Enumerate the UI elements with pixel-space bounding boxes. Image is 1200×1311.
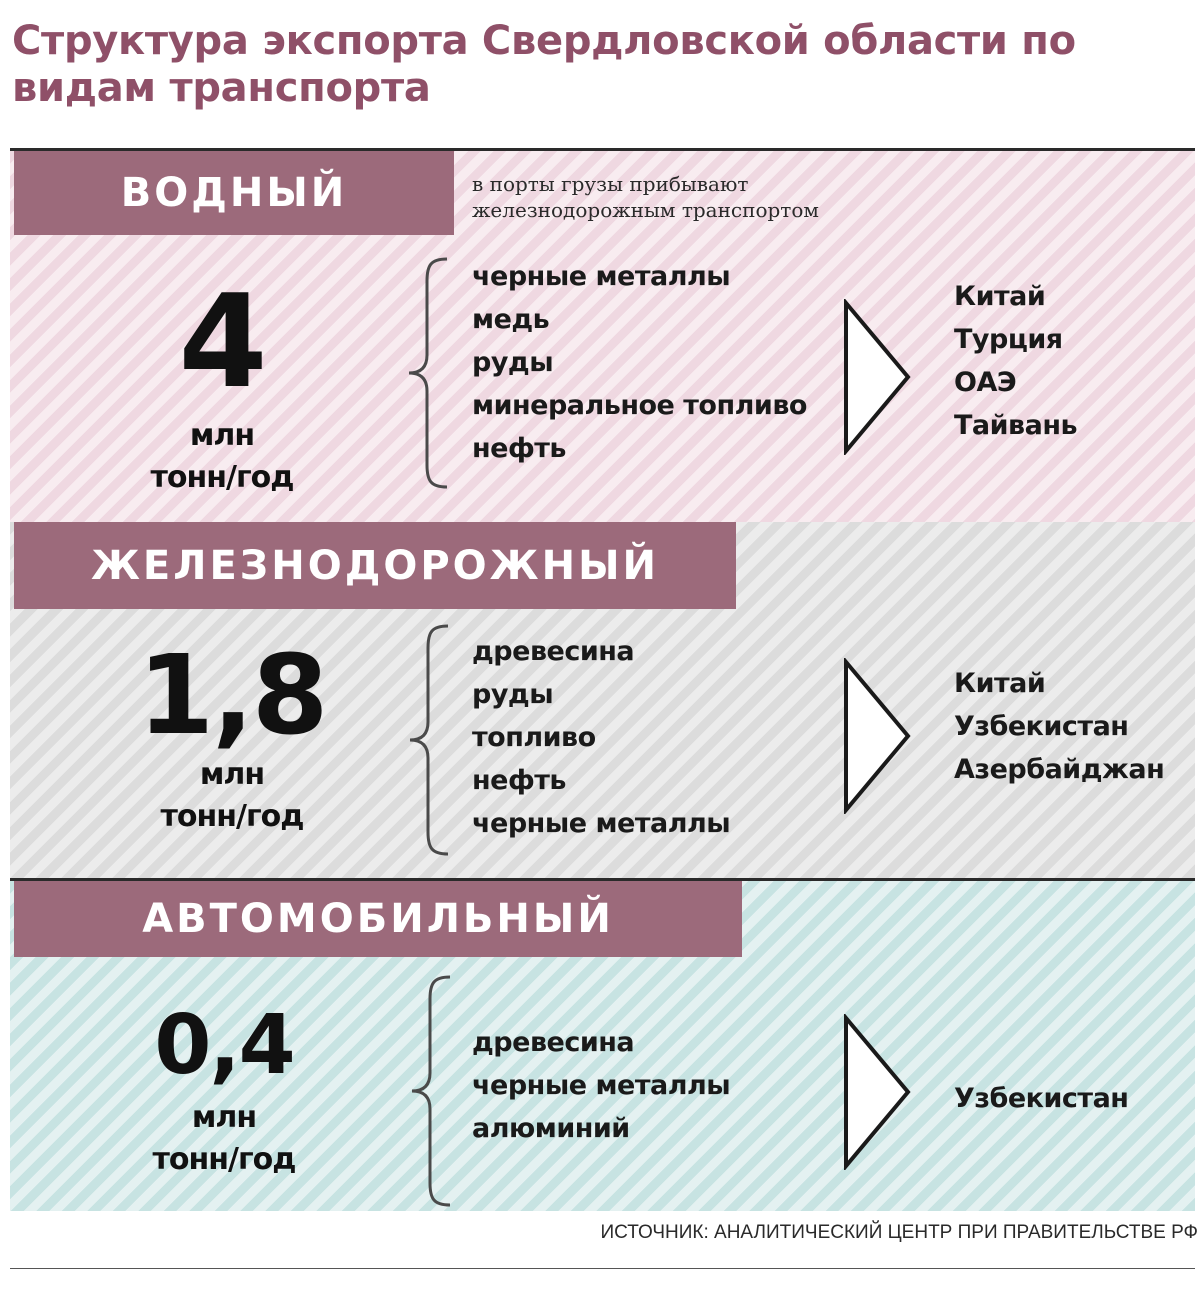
section-water xyxy=(10,148,1195,525)
source-note: ИСТОЧНИК: АНАЛИТИЧЕСКИЙ ЦЕНТР ПРИ ПРАВИТЕЛЬСТВЕ РФ xyxy=(600,1222,1198,1243)
goods-item: алюминий xyxy=(472,1113,630,1144)
goods-list-rail xyxy=(472,630,730,845)
section-label-rail: ЖЕЛЕЗНОДОРОЖНЫЙ xyxy=(14,522,736,609)
goods-item: нефть xyxy=(472,765,566,796)
page-title: Структура экспорта Свердловской области по видам транспорта xyxy=(12,18,1076,111)
section-label-auto: АВТОМОБИЛЬНЫЙ xyxy=(14,881,742,957)
country-item: Тайвань xyxy=(954,410,1078,441)
volume-unit-line-2: тонн/год xyxy=(160,799,304,834)
countries-list-rail xyxy=(954,662,1164,791)
country-item: Узбекистан xyxy=(954,1083,1129,1114)
goods-item: руды xyxy=(472,347,554,378)
country-item: ОАЭ xyxy=(954,367,1017,398)
volume-block-auto xyxy=(94,998,354,1181)
goods-item: минеральное топливо xyxy=(472,390,807,421)
section-note-water xyxy=(472,171,819,223)
goods-item: руды xyxy=(472,679,554,710)
country-item: Узбекистан xyxy=(954,711,1129,742)
section-rail xyxy=(10,522,1195,878)
volume-block-water xyxy=(92,268,352,499)
volume-unit-line-1: млн xyxy=(199,757,265,792)
volume-unit-line-2: тонн/год xyxy=(152,1142,296,1177)
country-item: Турция xyxy=(954,324,1063,355)
goods-item: черные металлы xyxy=(472,1070,731,1101)
curly-brace-icon xyxy=(408,973,458,1209)
country-item: Китай xyxy=(954,668,1046,699)
goods-item: черные металлы xyxy=(472,261,731,292)
volume-value: 4 xyxy=(178,268,266,417)
goods-list-water xyxy=(472,255,807,470)
curly-brace-icon xyxy=(406,622,456,858)
volume-unit-line-1: млн xyxy=(191,1100,257,1135)
countries-list-auto xyxy=(954,1077,1128,1120)
goods-item: нефть xyxy=(472,433,566,464)
section-label-water: ВОДНЫЙ xyxy=(14,151,454,235)
goods-item: топливо xyxy=(472,722,596,753)
country-item: Азербайджан xyxy=(954,754,1165,785)
bottom-divider xyxy=(10,1268,1195,1269)
volume-block-rail xyxy=(102,631,362,838)
countries-list-water xyxy=(954,275,1077,447)
section-auto xyxy=(10,878,1195,1211)
volume-unit-line-2: тонн/год xyxy=(150,460,294,495)
note-line-1: в порты грузы прибывают xyxy=(472,172,749,196)
volume-value: 0,4 xyxy=(154,998,294,1093)
goods-list-auto xyxy=(472,1021,730,1150)
goods-item: черные металлы xyxy=(472,808,731,839)
volume-value: 1,8 xyxy=(137,631,327,759)
goods-item: медь xyxy=(472,304,550,335)
curly-brace-icon xyxy=(405,255,455,491)
arrow-right-icon xyxy=(842,1014,914,1170)
arrow-right-icon xyxy=(842,658,914,814)
arrow-right-icon xyxy=(842,299,914,455)
volume-unit-line-1: млн xyxy=(189,418,255,453)
goods-item: древесина xyxy=(472,636,635,667)
note-line-2: железнодорожным транспортом xyxy=(472,198,819,222)
goods-item: древесина xyxy=(472,1027,635,1058)
country-item: Китай xyxy=(954,281,1046,312)
